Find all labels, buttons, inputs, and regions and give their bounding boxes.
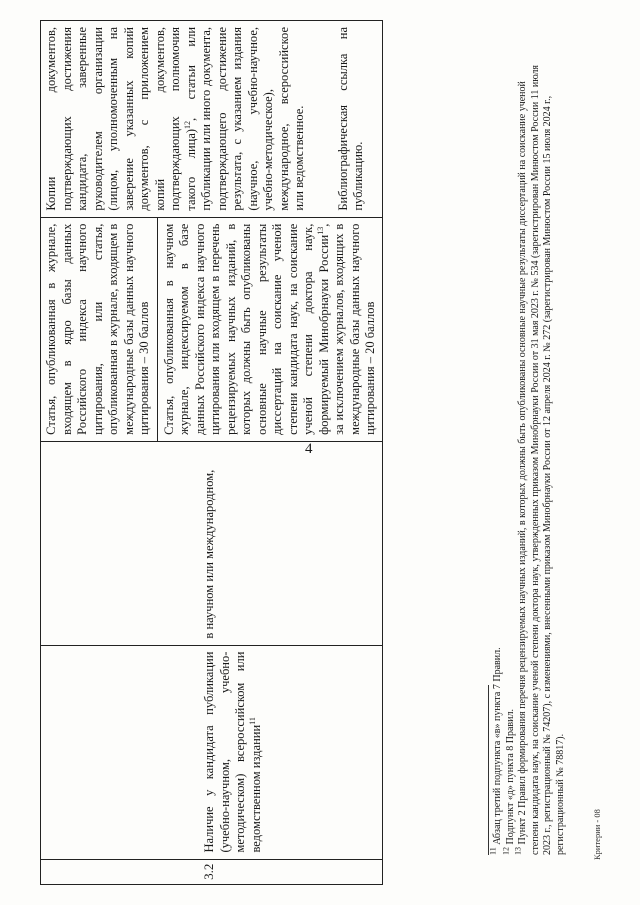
document-code: Критерии - 08 [592,809,602,860]
bibliographic-text: Библиографическая ссылка на публикацию. [335,27,365,211]
footnote-rule [488,685,489,855]
rotated-content [20,20,620,885]
scope-text: в научном или международном, [202,469,216,639]
score-item: Статья, опубликованная в журнале, входящем в ядро базы данных Российского индекса научного цитирования, или статья, опубликованная в журнале, входящем в международные базы данных научного цитирования – 30 баллов [44,223,151,435]
page-number: 4 [305,441,313,457]
table-row [41,21,383,885]
score-item: Статья, опубликованная в научном журнале, индексируемом в базе данных Российского индекса научного цитирования или входящем в перечень рецензируемых научных изданий, в которых должны быть опубликованы основные научные результаты диссертаций на соискание ученой степени кандидата наук, на соискание ученой степени доктора наук, формируемый Минобрнауки России$^{13}$, за исключением журналов, входящих в международные базы данных научного цитирования – 20 баллов [161,223,377,435]
footnote: $^{12}$ Подпункт «д» пункта 8 Правил. [501,709,516,855]
row-number: 3.2 [201,863,216,880]
indicator-cell [41,645,383,859]
indicator-text: Наличие у кандидата публикации (учебно-научном, учебно-методическом) всероссийском или ведомственном издании [202,651,263,853]
cell-divider [157,218,158,441]
criteria-table [40,20,383,885]
footnotes [488,55,567,855]
documents-text: Копии документов, подтверждающих достижения кандидата, заверенные руководителем организации (лицом, уполномоченным на заверение указанных копий документов, с приложением копий документов, подтверждающих полномочия такого лица)$^{12}$, статьи или публикации или иного документа, подтверждающего достижение результата, с указанием издания (научное, учебно-научное, учебно-методическое), международное, всероссийское или ведомственное. [44,26,306,211]
scores-cell [41,217,383,441]
documents-cell [41,21,383,218]
scope-cell [41,441,383,645]
footnote: $^{11}$ Абзац третий подпункта «в» пункта 7 Правил. [488,647,503,855]
footnote-ref: 11 [247,717,257,725]
footnote: $^{13}$ Пункт 2 Правил формирования перечня рецензируемых научных изданий, в которых должны быть опубликованы основные научные результаты диссертаций на соискание ученой степени кандидата наук, на соискание ученой степени доктора наук, утвержденных приказом Минобрнауки России от 31 мая 2023 г. № 534 (зарегистрирован Минюстом России 11 июля 2023 г., регистрационный № 74207), с изменениями, внесенными приказом Минобрнауки России от 12 апреля 2024 г. № 272 (зарегистрирован Минюстом России 15 июля 2024 г., регистрационный № 78817). [513,64,566,855]
row-number-cell [41,859,383,884]
